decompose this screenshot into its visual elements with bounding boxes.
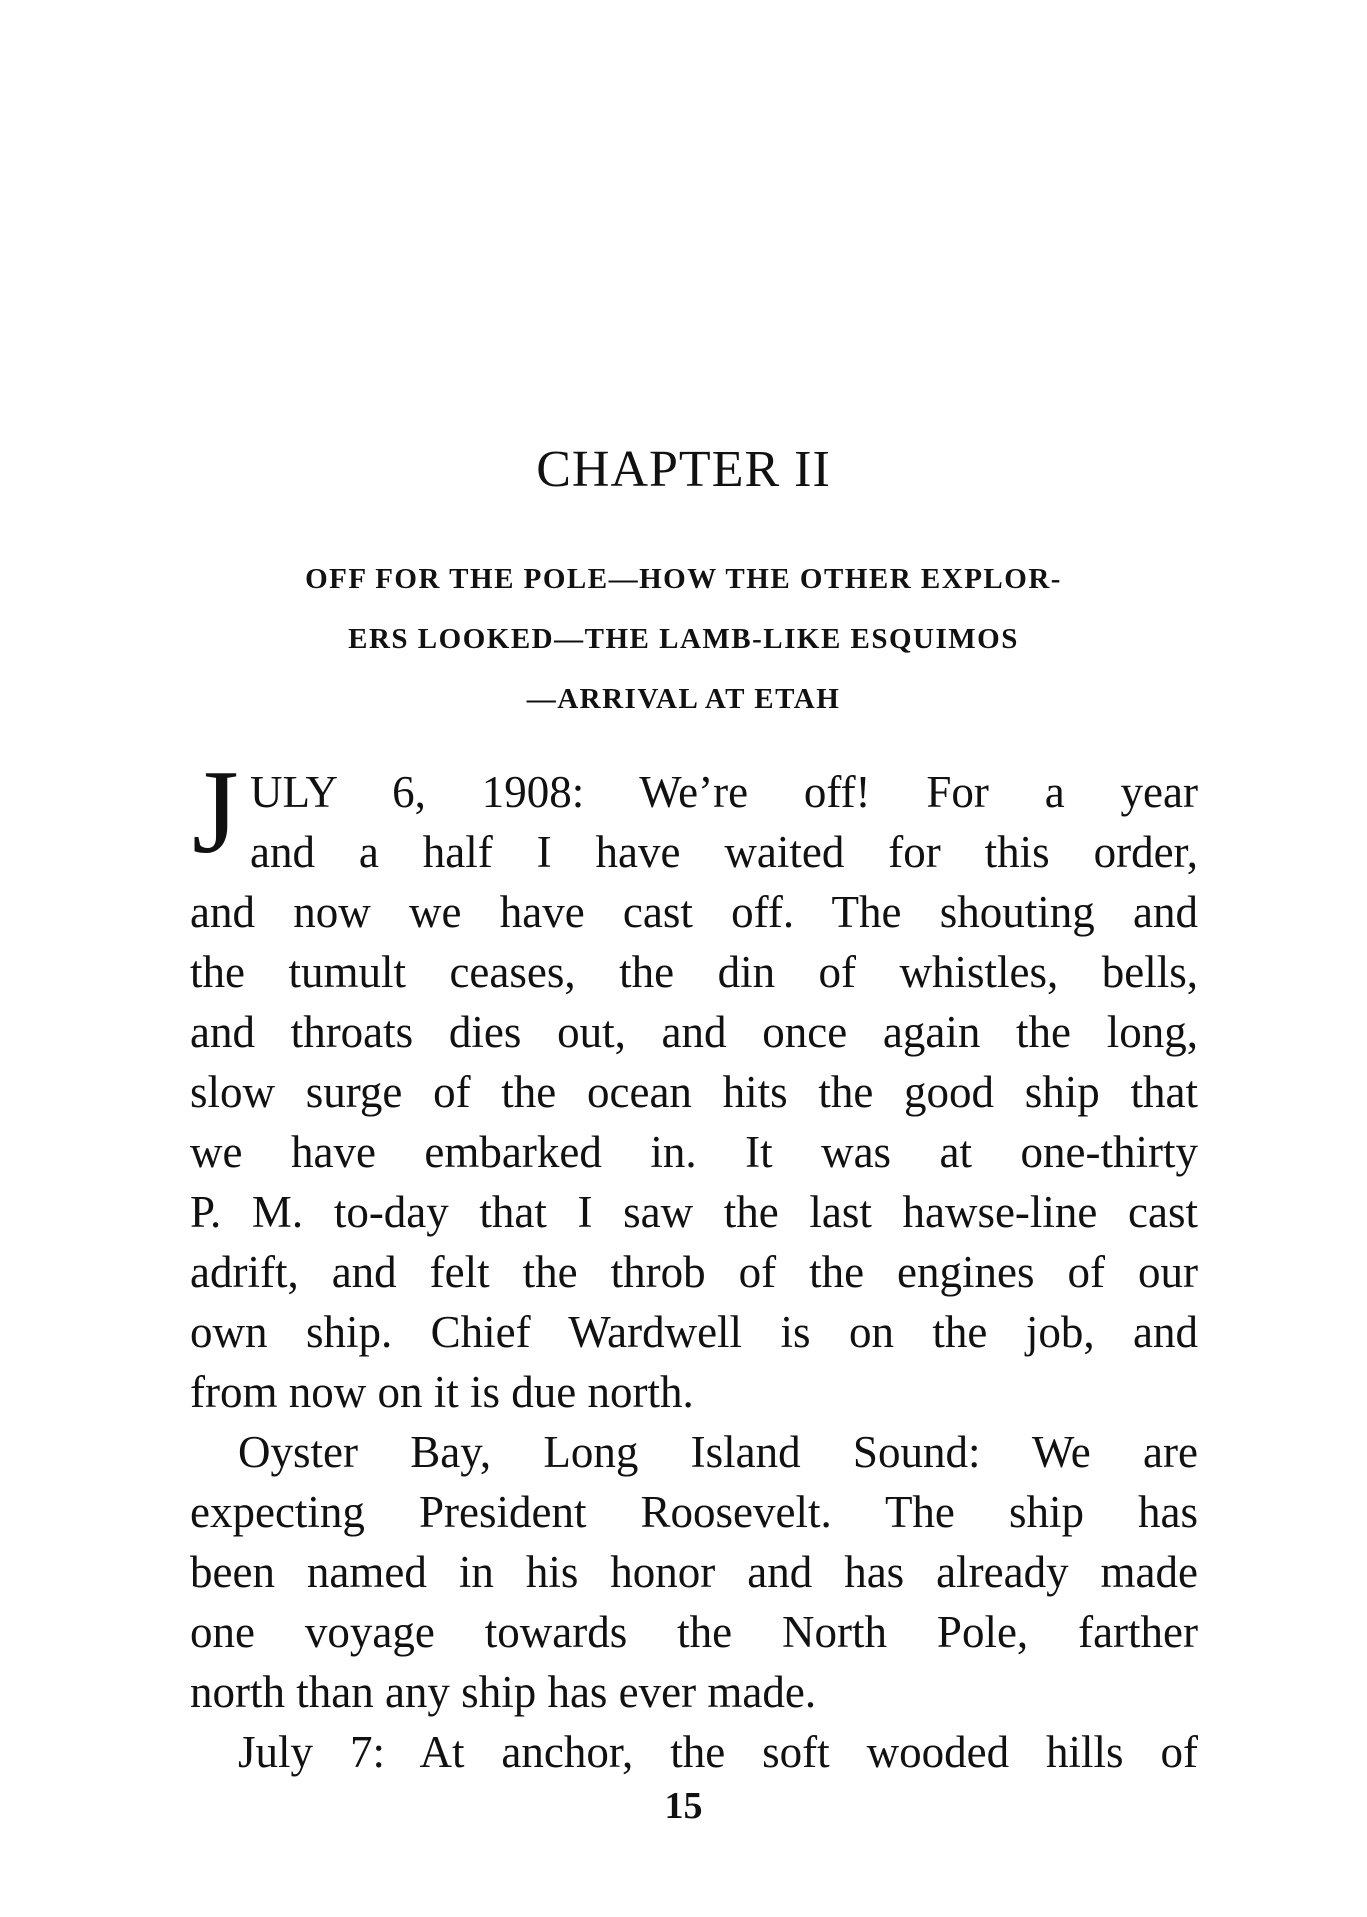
text-line: July 7: At anchor, the soft wooded hills of	[238, 1727, 1198, 1777]
text-line: been named in his honor and has already made	[190, 1547, 1198, 1597]
chapter-synopsis-line: ERS LOOKED—THE LAMB-LIKE ESQUIMOS	[348, 623, 1019, 655]
text-line: the tumult ceases, the din of whistles, bells,	[190, 947, 1198, 997]
text-line: expecting President Roosevelt. The ship has	[190, 1487, 1198, 1537]
chapter-title: CHAPTER II	[536, 441, 831, 498]
text-line: own ship. Chief Wardwell is on the job, and	[190, 1307, 1198, 1357]
drop-cap-letter: J	[192, 745, 239, 878]
text-line: adrift, and felt the throb of the engines of our	[190, 1247, 1198, 1297]
page-number: 15	[664, 1785, 703, 1827]
text-line: slow surge of the ocean hits the good ship that	[190, 1067, 1198, 1117]
body-text	[190, 0, 1198, 1917]
text-line: we have embarked in. It was at one-thirty	[190, 1127, 1198, 1177]
text-line: Oyster Bay, Long Island Sound: We are	[238, 1427, 1198, 1477]
text-line: from now on it is due north.	[190, 1367, 694, 1417]
text-line: and throats dies out, and once again the long,	[190, 1007, 1198, 1057]
chapter-synopsis-line: —ARRIVAL AT ETAH	[526, 683, 841, 715]
text-line: and now we have cast off. The shouting and	[190, 887, 1198, 937]
text-line: and a half I have waited for this order,	[250, 827, 1198, 877]
chapter-synopsis-line: OFF FOR THE POLE—HOW THE OTHER EXPLOR-	[305, 563, 1062, 595]
text-line: P. M. to-day that I saw the last hawse-line cast	[190, 1187, 1198, 1237]
text-line: north than any ship has ever made.	[190, 1667, 817, 1717]
text-line: ULY 6, 1908: We’re off! For a year	[250, 767, 1198, 817]
text-line: one voyage towards the North Pole, farther	[190, 1607, 1198, 1657]
